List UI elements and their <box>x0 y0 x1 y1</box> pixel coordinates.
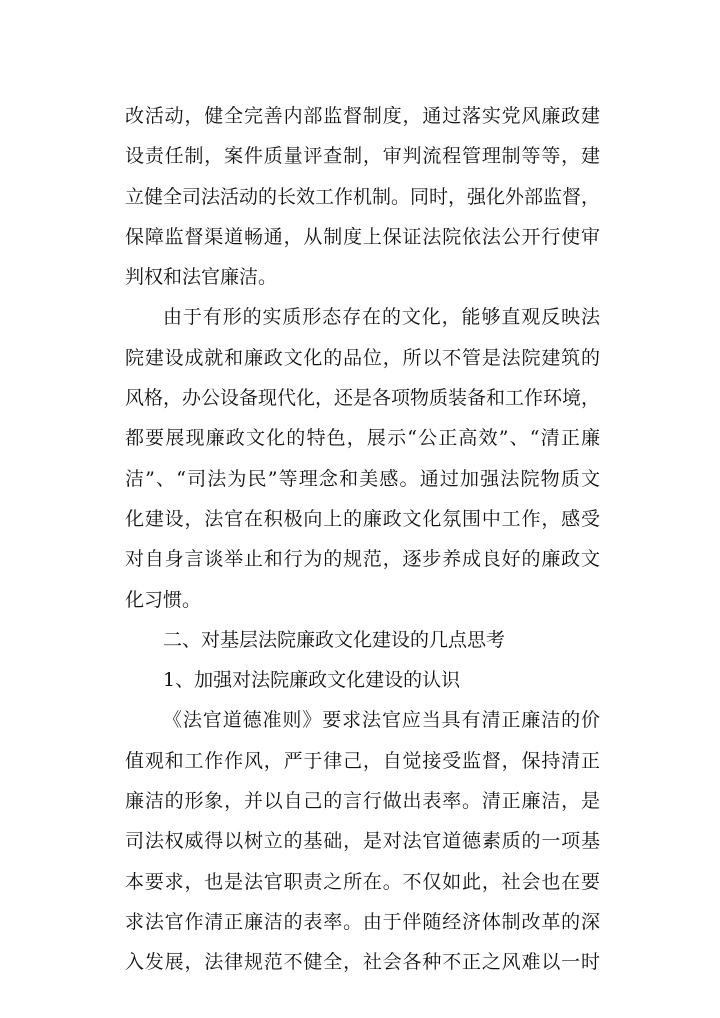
text-line: 判权和法官廉洁。 <box>125 266 278 289</box>
text-line: 求法官作清正廉洁的表率。由于伴随经济体制改革的深 <box>125 910 600 933</box>
text-line: 风格，办公设备现代化，还是各项物质装备和工作环境， <box>125 387 600 410</box>
paragraph-first-line: 《法官道德准则》要求法官应当具有清正廉洁的价 <box>163 709 600 732</box>
text-line: 洁”、“司法为民”等理念和美感。通过加强法院物质文 <box>125 467 600 490</box>
text-line: 都要展现廉政文化的特色，展示“公正高效”、“清正廉 <box>125 427 600 450</box>
text-line: 立健全司法活动的长效工作机制。同时，强化外部监督， <box>125 185 600 208</box>
text-line: 本要求，也是法官职责之所在。不仅如此，社会也在要 <box>125 870 600 893</box>
text-line: 保障监督渠道畅通，从制度上保证法院依法公开行使审 <box>125 225 600 248</box>
text-line: 化习惯。 <box>125 588 202 611</box>
text-line: 设责任制，案件质量评查制，审判流程管理制等等，建 <box>125 145 600 168</box>
text-line: 院建设成就和廉政文化的品位，所以不管是法院建筑的 <box>125 346 600 369</box>
text-line: 入发展，法律规范不健全，社会各种不正之风难以一时 <box>125 951 600 974</box>
text-line: 廉洁的形象，并以自己的言行做出表率。清正廉洁，是 <box>125 790 600 813</box>
body-text <box>125 96 600 983</box>
section-heading: 二、对基层法院廉政文化建设的几点思考 <box>163 628 506 651</box>
text-line: 值观和工作作风，严于律己，自觉接受监督，保持清正 <box>125 749 600 772</box>
text-line: 化建设，法官在积极向上的廉政文化氛围中工作，感受 <box>125 507 600 530</box>
text-line: 对自身言谈举止和行为的规范，逐步养成良好的廉政文 <box>125 548 600 571</box>
paragraph-first-line: 由于有形的实质形态存在的文化，能够直观反映法 <box>163 306 600 329</box>
text-line: 改活动，健全完善内部监督制度，通过落实党风廉政建 <box>125 105 600 127</box>
subsection-heading: 1、加强对法院廉政文化建设的认识 <box>163 669 461 692</box>
text-line: 司法权威得以树立的基础，是对法官道德素质的一项基 <box>125 830 600 853</box>
